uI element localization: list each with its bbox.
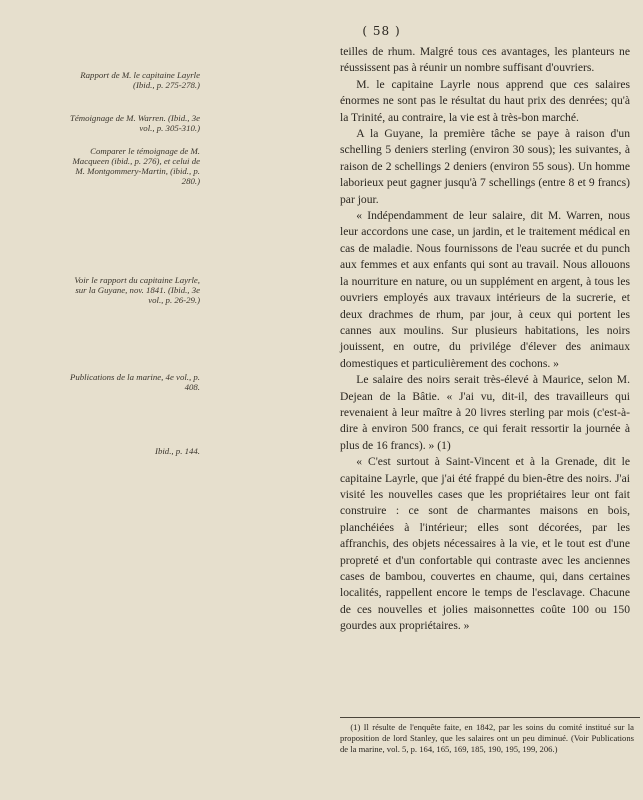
paragraph: Le salaire des noirs serait très-élevé à Maurice, selon M. Dejean de la Bâtie. « J'ai vu, dit-il, des travailleurs qui revenaient à leur maître à 20 livres sterling par mois (c'est-à-dire à environ 500 francs, ce qui ferait ressortir la journée à plus de 16 francs). » (1) <box>340 373 630 452</box>
paragraph: « Indépendamment de leur salaire, dit M. Warren, nous leur accordons une case, un jardin, et le traitement médical en cas de maladie. Nous fournissons de l'eau sucrée et du punch aux femmes et aux enfants qui sont au travail. Nous allouons la nourriture en nature, ou un supplément en argent, à tous les ouvriers employés aux travaux intérieurs de la sucrerie, et deux drachmes de rhum, par jour, à ceux qui portent les cannes aux moulins. Sur plusieurs habitations, les noirs jouissent, en outre, du privilége d'élever des animaux domestiques et particulièrement des cochons. » <box>340 209 630 370</box>
margin-note: Publications de la marine, 4e vol., p. 408. <box>70 372 200 392</box>
paragraph: A la Guyane, la première tâche se paye à raison d'un schelling 5 deniers sterling (environ 30 sous); les suivantes, à raison de 2 schellings 2 deniers (environ 55 sous). Un homme laborieux peut gagner jusqu'à 7 schellings (entre 8 et 9 francs) par jour. <box>340 127 630 206</box>
paragraph: teilles de rhum. Malgré tous ces avantages, les planteurs ne réussissent pas à réunir un nombre suffisant d'ouvriers. <box>340 45 630 75</box>
body-text <box>340 44 630 635</box>
paragraph: « C'est surtout à Saint-Vincent et à la Grenade, dit le capitaine Layrle, que j'ai été frappé du bien-être des noirs. J'ai visité les nouvelles cases que les propriétaires leur ont fait construire : ce sont de charmantes maisons en bois, planchéiées à l'intérieur; elles sont décorées, par les affranchis, des objets nécessaires à la vie, et le tout est d'une propreté et d'un confortable qui contraste avec les anciennes cases de bambou, couvertes en chaume, qui, dans certaines localités, rappellent encore le temps de l'esclavage. Chacune de ces nouvelles et jolies maisonnettes coûte 100 ou 150 gourdes aux propriétaires. » <box>340 455 630 633</box>
margin-note: Voir le rapport du capitaine Layrle, sur la Guyane, nov. 1841. (Ibid., 3e vol., p. 26-29.) <box>74 275 200 305</box>
footnote: (1) Il résulte de l'enquête faite, en 1842, par les soins du comité institué sur la proposition de lord Stanley, que les salaires ont un peu diminué. (Voir Publications de la marine, vol. 5, p. 164, 165, 169, 185, 190, 195, 199, 206.) <box>340 722 634 754</box>
page-number: ( 58 ) <box>362 24 401 38</box>
footnote-divider <box>340 717 640 718</box>
margin-note: Comparer le témoignage de M. Macqueen (ibid., p. 276), et celui de M. Montgommery-Martin, (ibid., p. 280.) <box>72 146 200 186</box>
margin-note: Rapport de M. le capitaine Layrle (Ibid., p. 275-278.) <box>80 70 200 90</box>
margin-note: Ibid., p. 144. <box>155 446 200 456</box>
paragraph: M. le capitaine Layrle nous apprend que ces salaires énormes ne sont pas le résultat du haut prix des denrées; qu'à la Trinité, au contraire, la vie est à très-bon marché. <box>340 77 630 124</box>
margin-note: Témoignage de M. Warren. (Ibid., 3e vol., p. 305-310.) <box>69 113 200 133</box>
